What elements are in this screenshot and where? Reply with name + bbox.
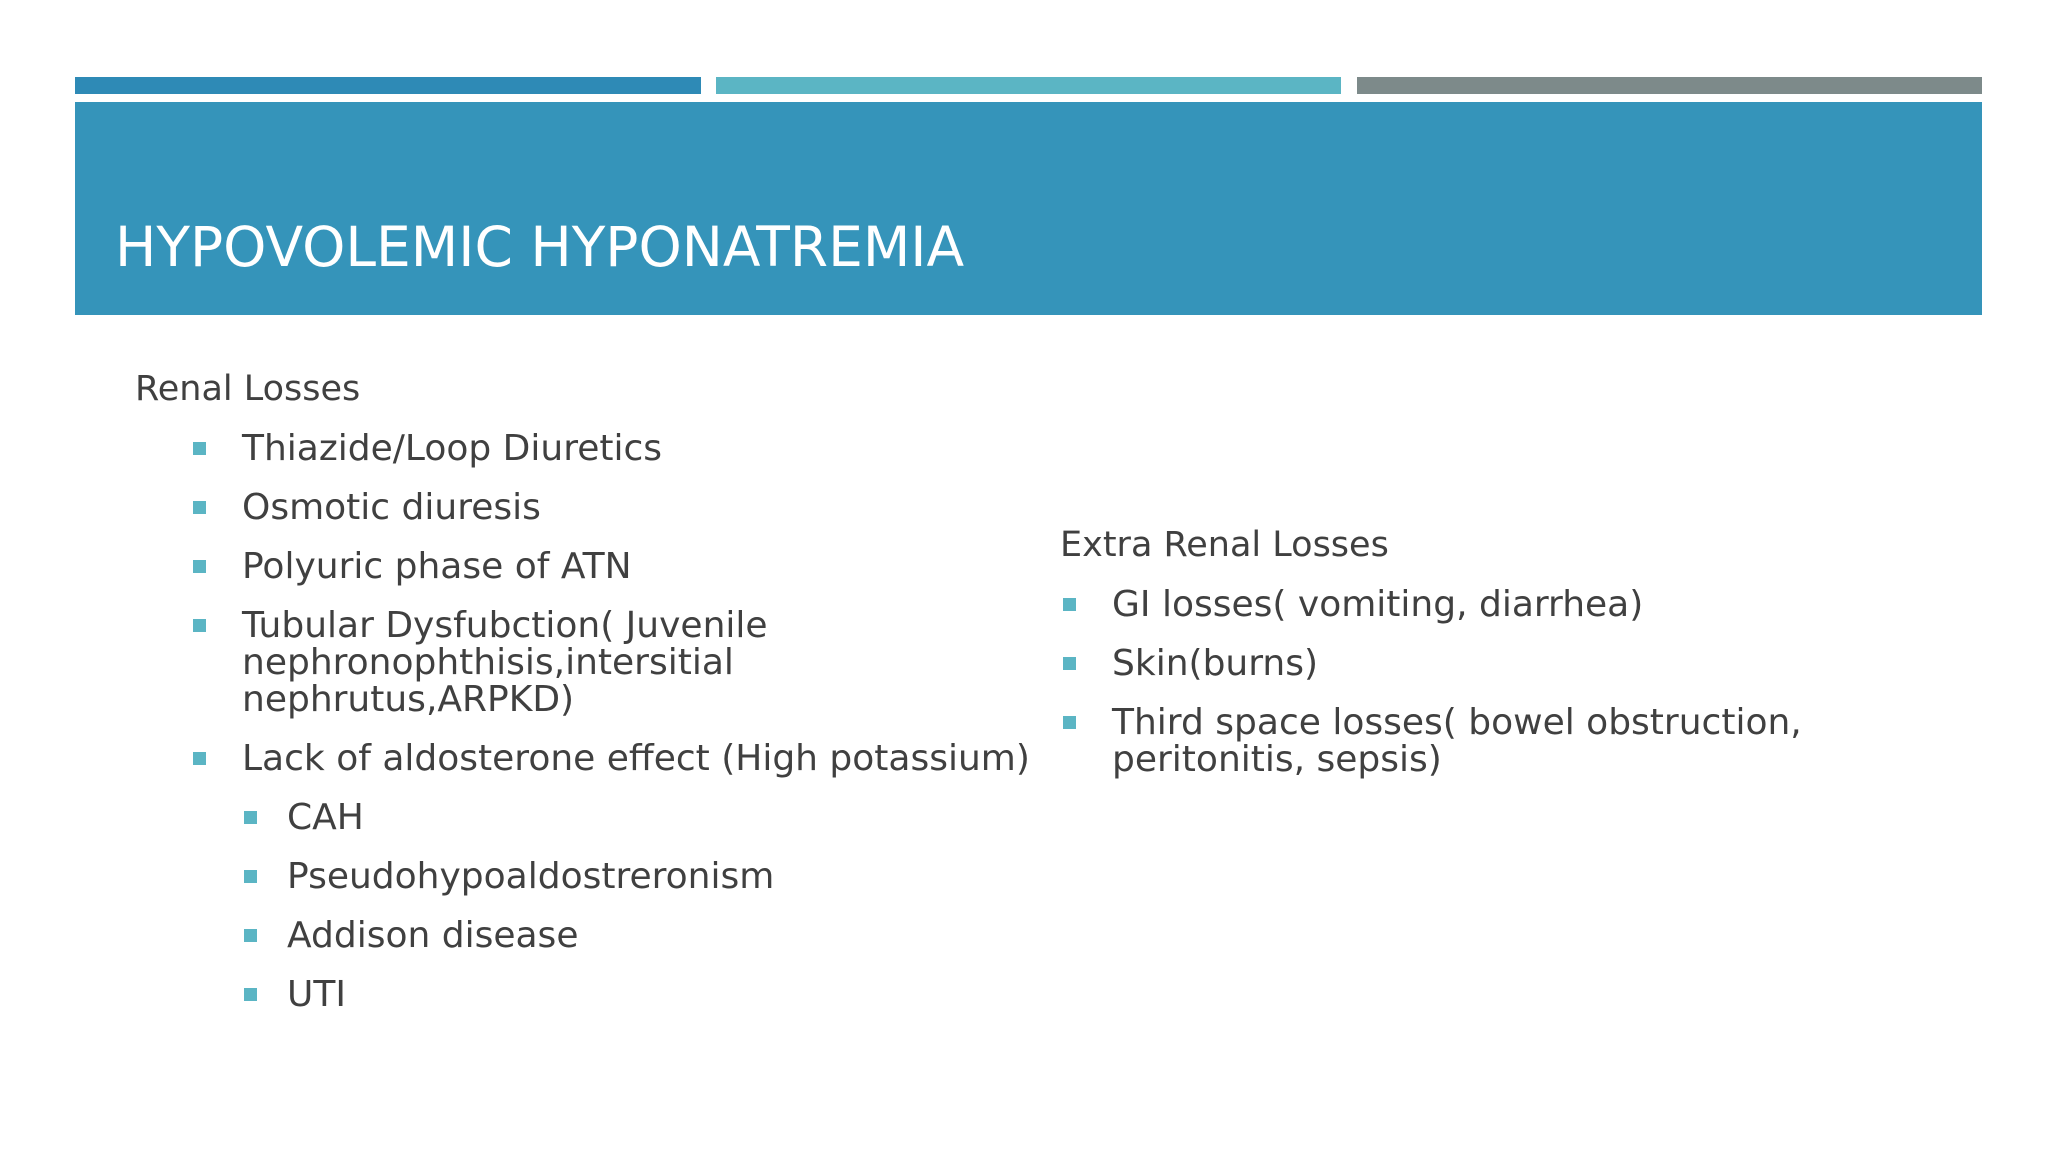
list-item-text: Thiazide/Loop Diuretics [242,428,663,469]
square-bullet-icon [244,870,257,883]
list-item [1060,645,1910,682]
accent-bar-gray [1357,77,1982,94]
list-item [135,976,1035,1013]
square-bullet-icon [193,752,206,765]
list-item-text: Osmotic diuresis [242,487,541,528]
extra-renal-losses-column [1060,527,1910,800]
list-item [1060,586,1910,623]
list-item [135,740,1035,777]
square-bullet-icon [1063,716,1076,729]
list-item [135,489,1035,526]
list-item-text: UTI [287,974,346,1015]
square-bullet-icon [244,811,257,824]
square-bullet-icon [244,929,257,942]
renal-losses-list [135,430,1035,1013]
accent-bar-blue [75,77,701,94]
list-item-text: Lack of aldosterone effect (High potassium) [242,738,1030,779]
list-item-text: CAH [287,797,364,838]
list-item-text: GI losses( vomiting, diarrhea) [1112,584,1644,625]
list-item-text: Addison disease [287,915,579,956]
list-item [135,607,1035,718]
extra-renal-losses-heading: Extra Renal Losses [1060,525,1389,565]
list-item [135,917,1035,954]
list-item [135,858,1035,895]
accent-bar-teal [716,77,1341,94]
renal-losses-heading: Renal Losses [135,369,361,409]
square-bullet-icon [1063,657,1076,670]
slide-title: HYPOVOLEMIC HYPONATREMIA [115,215,965,279]
list-item [1060,704,1910,778]
square-bullet-icon [193,560,206,573]
square-bullet-icon [193,442,206,455]
square-bullet-icon [244,988,257,1001]
list-item-text: Tubular Dysfubction( Juvenile nephronophthisis,intersitial nephrutus,ARPKD) [242,605,768,720]
list-item [135,430,1035,467]
list-item [135,548,1035,585]
square-bullet-icon [193,501,206,514]
square-bullet-icon [193,619,206,632]
renal-losses-column [135,371,1035,1035]
list-item-text: Polyuric phase of ATN [242,546,632,587]
list-item [135,799,1035,836]
list-item-text: Third space losses( bowel obstruction, peritonitis, sepsis) [1112,702,1802,780]
title-band [75,102,1982,315]
extra-renal-losses-list [1060,586,1910,778]
list-item-text: Pseudohypoaldostreronism [287,856,775,897]
list-item-text: Skin(burns) [1112,643,1319,684]
square-bullet-icon [1063,598,1076,611]
